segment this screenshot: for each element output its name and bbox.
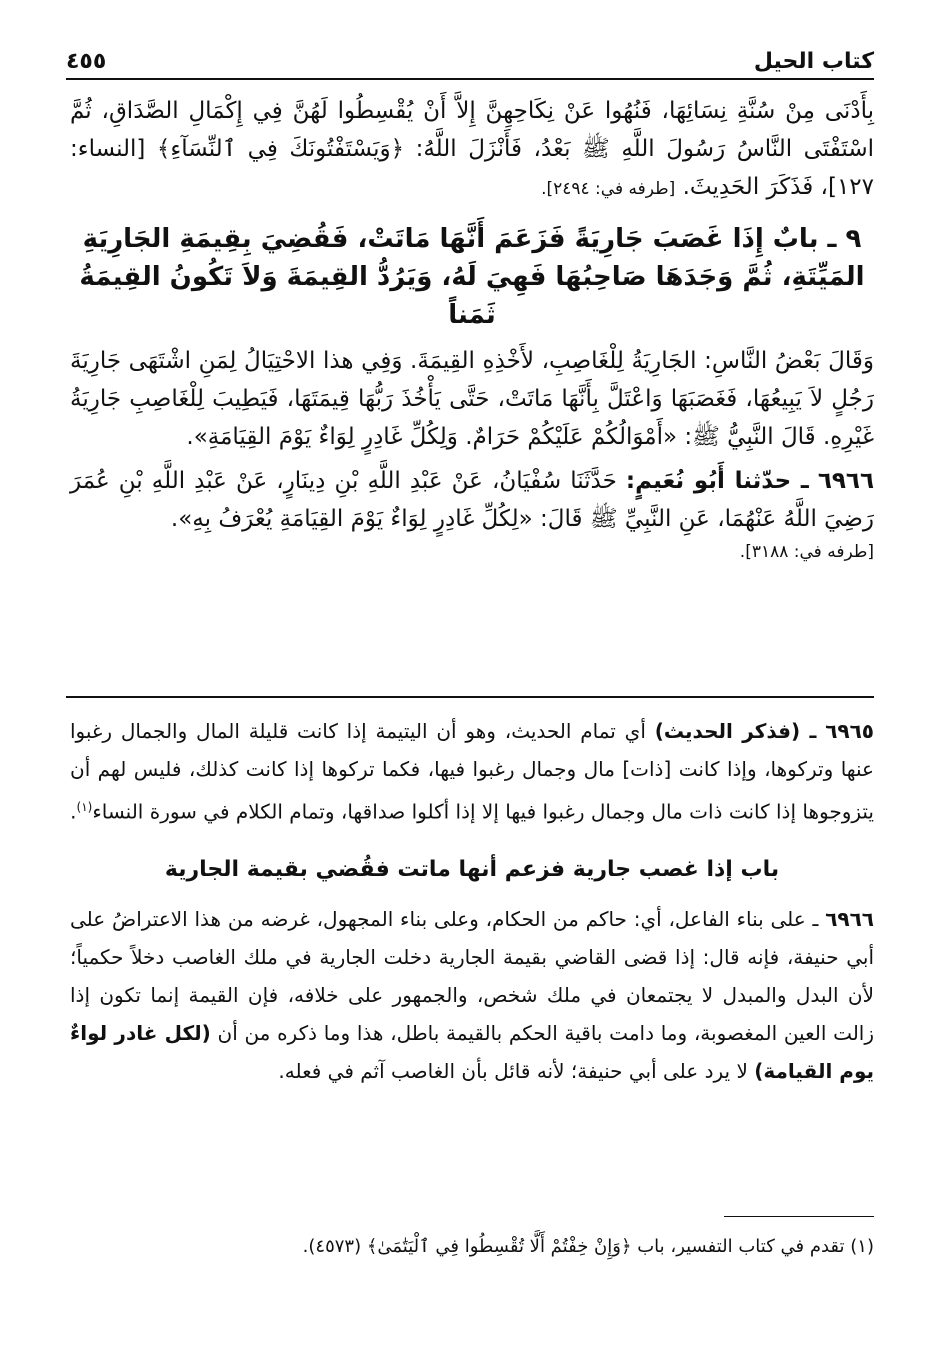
footnote-marker: (١) xyxy=(76,800,93,814)
chapter-heading: ٩ ـ بابٌ إِذَا غَصَبَ جَارِيَةً فَزَعَمَ أَنَّهَا مَاتَتْ، فَقُضِيَ بِقِيمَةِ الجَارِيَةِ المَيِّتَةِ، ثُمَّ وَجَدَهَا صَاحِبُهَا فَهِيَ لَهُ، وَيَرُدُّ القِيمَةَ وَلاَ تَكُونُ القِيمَةُ ثَمَناً xyxy=(79,224,865,330)
commentary-6966-number: ٦٩٦٦ xyxy=(825,906,875,931)
commentary-6965 xyxy=(70,712,874,831)
footnote-separator xyxy=(724,1216,874,1217)
commentary-6966-text-b: لا يرد على أبي حنيفة؛ لأنه قائل بأن الغاصب آثم في فعله. xyxy=(278,1058,748,1083)
commentary-6966-text-a: ـ على بناء الفاعل، أي: حاكم من الحكام، وعلى بناء المجهول، غرضه من هذا الاعتراضُ على أبي حنيفة، فإنه قال: إذا قضى القاضي بقيمة الجارية دخلت الجارية في ملك الغاصب دخلاً حكمياً؛ لأن البدل والمبدل لا يجتمعان في ملك شخص، والجمهور على خلافه، فإن القيمة إنما تكون إذا زالت العين المغصوبة، وما دامت باقية الحكم بالقيمة باطل، هذا وما ذكره من أن xyxy=(70,906,875,1045)
footnote: (١) تقدم في كتاب التفسير، باب ﴿وَإِنْ خِفْتُمْ أَلَّا تُقْسِطُوا فِي ٱلْيَتَٰمَىٰ﴾ (٤٥٧٣). xyxy=(302,1236,874,1257)
hadith-number: ٦٩٦٦ xyxy=(817,468,875,494)
commentary-6966-quote: (لكل غادر لواءٌ يوم القيامة) xyxy=(70,1020,874,1083)
commentary-6965-keyword: ـ (فذكر الحديث) xyxy=(654,719,817,743)
main-text xyxy=(70,92,874,562)
page-header xyxy=(66,38,874,80)
page-number: ٤٥٥ xyxy=(66,49,107,74)
hadith-6965-reference: [طرفه في: ٢٤٩٤]. xyxy=(541,179,676,199)
hadith-6966-reference: [طرفه في: ٣١٨٨]. xyxy=(739,542,874,562)
commentary-heading: باب إذا غصب جارية فزعم أنها ماتت فقُضي بقيمة الجارية xyxy=(164,856,780,882)
hadith-narrator: ـ حدّثنا أَبُو نُعَيمٍ: xyxy=(625,468,809,494)
hadith-6965-text: بِأَدْنَى مِنْ سُنَّةِ نِسَائِهَا، فَنُهُوا عَنْ نِكَاحِهِنَّ إِلاَّ أَنْ يُقْسِطُوا لَهُنَّ فِي إِكْمَالِ الصَّدَاقِ، ثُمَّ اسْتَفْتَى النَّاسُ رَسُولَ اللَّهِ ﷺ بَعْدُ، فَأَنْزَلَ اللَّهُ: ﴿وَيَسْتَفْتُونَكَ فِي ٱلنِّسَآءِ﴾ [النساء: ١٢٧]، فَذَكَرَ الحَدِيثَ. xyxy=(70,98,874,200)
commentary-6966 xyxy=(70,900,874,1090)
book-title: كتاب الحيل xyxy=(753,49,874,74)
commentary-6965-number: ٦٩٦٥ xyxy=(825,719,875,743)
commentary-6965-text: أي تمام الحديث، وهو أن اليتيمة إذا كانت قليلة المال والجمال رغبوا عنها وتركوها، وإذا كانت [ذات] مال وجمال رغبوا فيها، فكما تركوها إذا كانت كذلك، فليس لهم أن يتزوجوها إذا كانت ذات مال وجمال رغبوا فيها إلا إذا أكلوا صداقها، وتمام الكلام في سورة النساء xyxy=(70,719,874,824)
commentary xyxy=(70,712,874,1090)
hadith-6966-text: حَدَّثَنَا سُفْيَانُ، عَنْ عَبْدِ اللَّهِ بْنِ دِينَارٍ، عَنْ عَبْدِ اللَّهِ بْنِ عُمَرَ رَضِيَ اللَّهُ عَنْهُمَا، عَنِ النَّبِيِّ ﷺ قَالَ: «لِكُلِّ غَادِرٍ لِوَاءٌ يَوْمَ القِيَامَةِ يُعْرَفُ بِهِ». xyxy=(70,468,874,532)
hadith-6966 xyxy=(70,462,874,538)
commentary-separator xyxy=(66,696,874,698)
hadith-6965-ending xyxy=(70,92,874,208)
chapter-narration: وَقَالَ بَعْضُ النَّاسِ: الجَارِيَةُ لِلْغَاصِبِ، لأَخْذِهِ القِيمَةَ. وَفِي هذا الاحْتِيَالُ لِمَنِ اشْتَهَى جَارِيَةَ رَجُلٍ لاَ يَبِيعُهَا، فَغَصَبَهَا وَاعْتَلَّ بِأَنَّهَا مَاتَتْ، حَتَّى يَأْخُذَ رَبُّهَا قِيمَتَهَا، فَيَطِيبَ لِلْغَاصِبِ جَارِيَةُ غَيْرِهِ. قَالَ النَّبِيُّ ﷺ: «أَمْوَالُكُمْ عَلَيْكُمْ حَرَامٌ. وَلِكُلِّ غَادِرٍ لِوَاءٌ يَوْمَ القِيَامَةِ». xyxy=(70,348,874,450)
commentary-6965-end: . xyxy=(70,799,77,824)
